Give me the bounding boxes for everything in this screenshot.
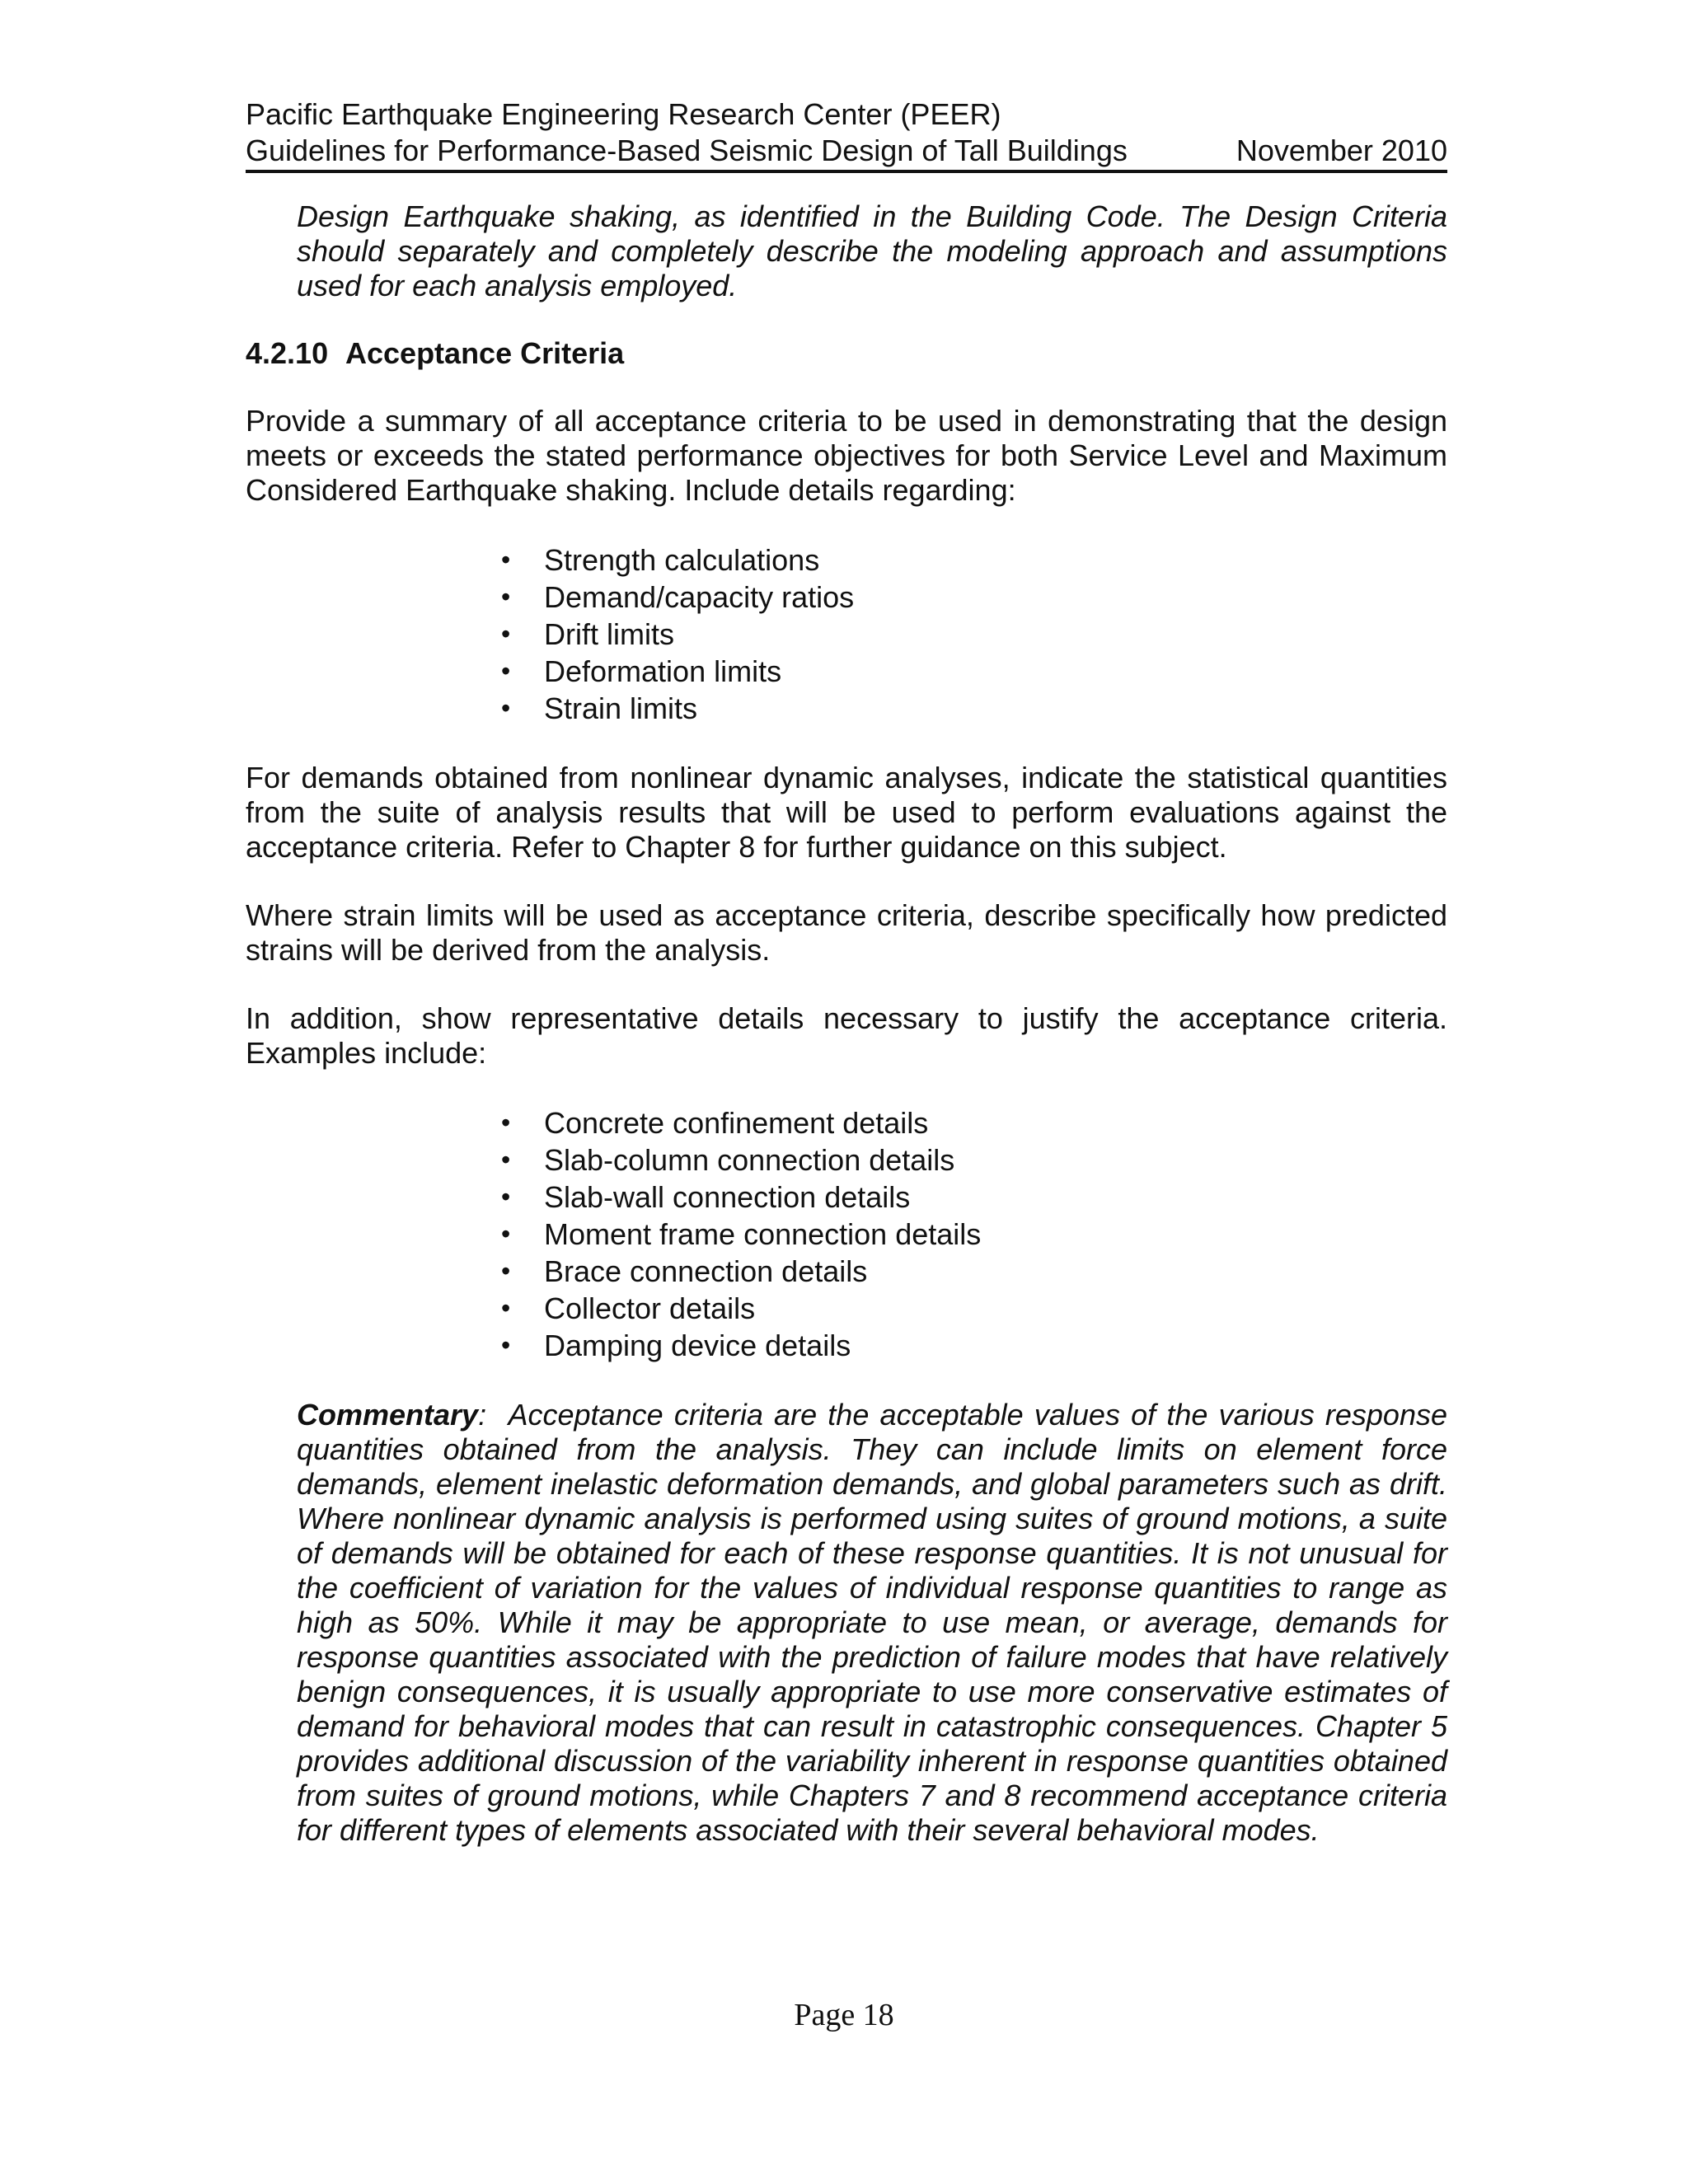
bullet-icon: • — [501, 1219, 511, 1249]
list-item: • Slab-column connection details — [501, 1143, 955, 1177]
list-item: • Strain limits — [501, 691, 698, 725]
header-title-row — [246, 133, 1447, 169]
details-examples-list — [246, 1104, 1447, 1364]
commentary-block — [297, 1398, 1447, 1848]
header-document-title: Guidelines for Performance-Based Seismic Design of Tall Buildings — [246, 134, 1128, 167]
bullet-icon: • — [501, 1256, 511, 1286]
acceptance-details-list — [246, 541, 1447, 727]
bullet-icon: • — [501, 1293, 511, 1323]
section-number: 4.2.10 — [246, 336, 329, 370]
list-item: • Slab-wall connection details — [501, 1180, 911, 1214]
page-number: Page 18 — [794, 1998, 894, 2032]
header-rule — [246, 170, 1447, 173]
list-item: • Concrete confinement details — [501, 1106, 929, 1140]
section-heading — [246, 336, 1447, 371]
page-footer — [0, 1996, 1688, 2034]
bullet-icon: • — [501, 1108, 511, 1137]
list-item: • Collector details — [501, 1291, 756, 1325]
paragraph-nonlinear-demands: For demands obtained from nonlinear dynamic analyses, indicate the statistical quantities from the suite of analysis results that will be used to perform evaluations against the acceptance criteria. Refer to Chapter 8 for further guidance on this subject. — [246, 761, 1447, 864]
bullet-icon: • — [501, 693, 511, 723]
commentary-label: Commentary — [297, 1398, 479, 1432]
bullet-icon: • — [501, 545, 511, 574]
bullet-icon: • — [501, 1330, 511, 1360]
list-item: • Damping device details — [501, 1329, 851, 1362]
bullet-icon: • — [501, 582, 511, 612]
page-body — [246, 199, 1447, 1848]
paragraph-summary: Provide a summary of all acceptance criteria to be used in demonstrating that the design meets or exceeds the stated performance objectives for both Service Level and Maximum Considered Earthquake shaking. Include details regarding: — [246, 404, 1447, 507]
bullet-icon: • — [501, 656, 511, 686]
list-item: • Brace connection details — [501, 1254, 868, 1288]
paragraph-representative-details: In addition, show representative details necessary to justify the acceptance criteria. Examples include: — [246, 1001, 1447, 1070]
section-title: Acceptance Criteria — [345, 336, 625, 370]
bullet-icon: • — [501, 1182, 511, 1212]
bullet-icon: • — [501, 1145, 511, 1174]
commentary-separator: : — [478, 1398, 487, 1432]
bullet-icon: • — [501, 619, 511, 649]
page-header — [246, 96, 1447, 169]
list-item: • Drift limits — [501, 617, 674, 651]
list-item: • Deformation limits — [501, 654, 782, 688]
list-item: • Demand/capacity ratios — [501, 580, 855, 614]
header-organization: Pacific Earthquake Engineering Research Center (PEER) — [246, 97, 1001, 131]
continued-italic-text: Design Earthquake shaking, as identified in the Building Code. The Design Criteria should separately and completely describe the modeling approach and assumptions used for each analysis employed. — [297, 199, 1447, 302]
list-item: • Moment frame connection details — [501, 1217, 982, 1251]
commentary-text: Acceptance criteria are the acceptable values of the various response quantities obtained from the analysis. They can include limits on element force demands, element inelastic deformation demands, and global parameters such as drift. Where nonlinear dynamic analysis is performed using suites of ground motions, a suite of demands will be obtained for each of these response quantities. It is not unusual for the coefficient of variation for the values of individual response quantities to range as high as 50%. While it may be appropriate to use mean, or average, demands for response quantities associated with the prediction of failure modes that have relatively benign consequences, it is usually appropriate to use more conservative estimates of demand for behavioral modes that can result in catastrophic consequences. Chapter 5 provides additional discussion of the variability inherent in response quantities obtained from suites of ground motions, while Chapters 7 and 8 recommend acceptance criteria for different types of elements associated with their several behavioral modes. — [297, 1398, 1447, 1847]
list-item: • Strength calculations — [501, 543, 820, 577]
header-date: November 2010 — [1236, 134, 1447, 167]
paragraph-strain-limits: Where strain limits will be used as acceptance criteria, describe specifically how predicted strains will be derived from the analysis. — [246, 898, 1447, 967]
